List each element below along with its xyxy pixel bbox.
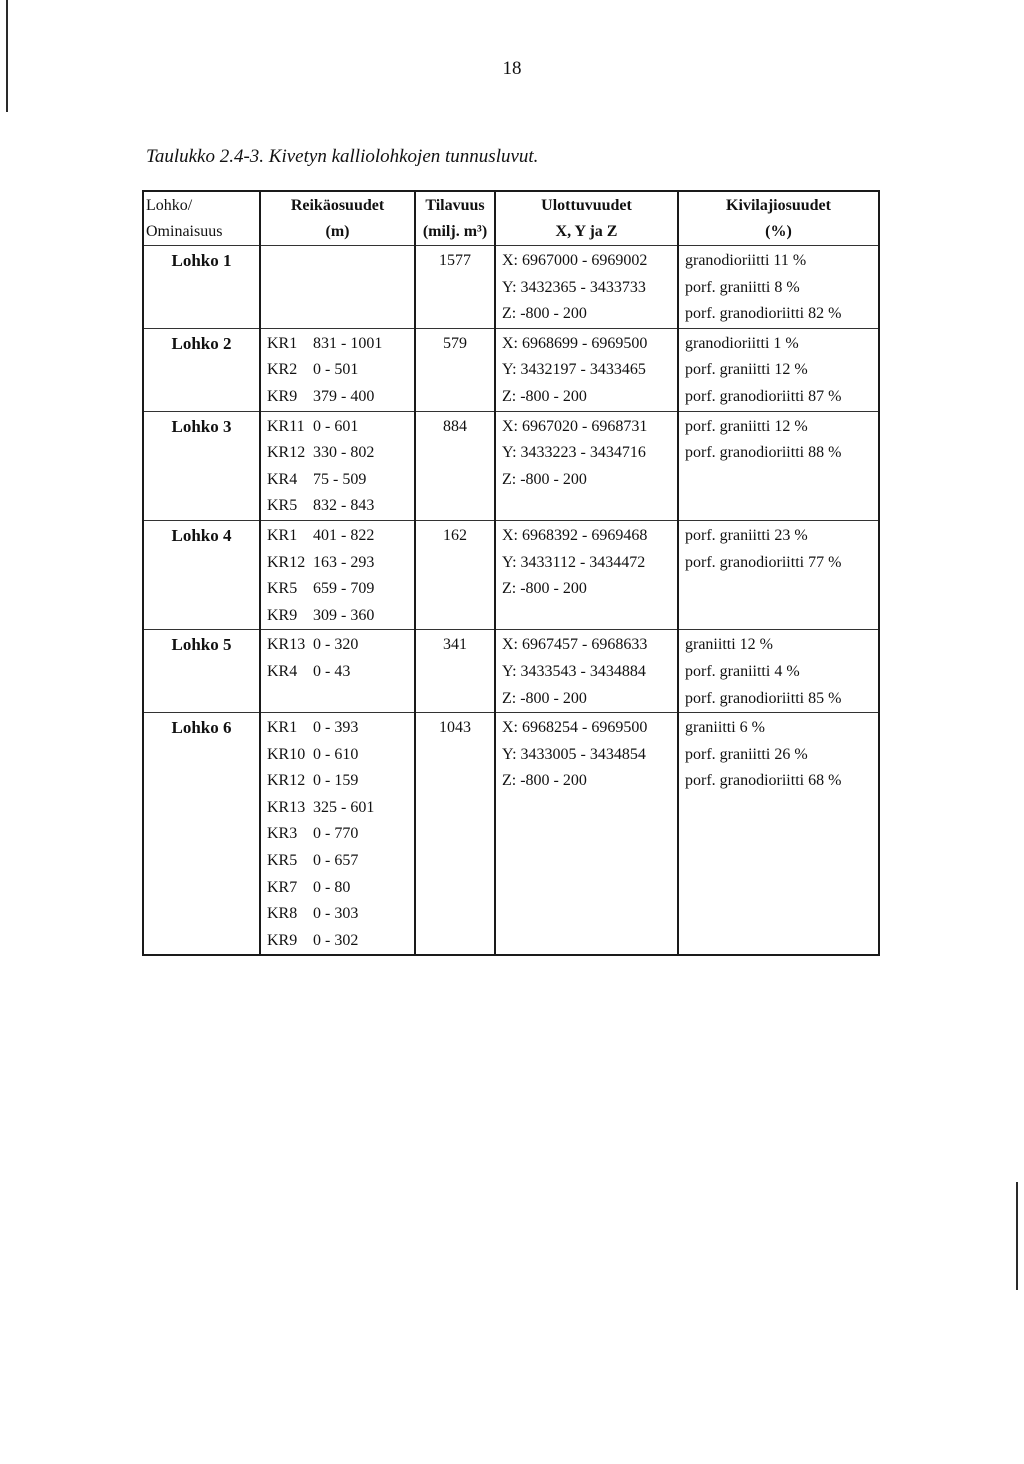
rock-type-share: porf. granodioriitti 88 % bbox=[685, 444, 842, 462]
drillhole-id: KR5 bbox=[267, 852, 298, 870]
volume-value: 341 bbox=[443, 636, 467, 654]
drillhole-id: KR13 bbox=[267, 636, 306, 654]
rock-type-share: porf. graniitti 23 % bbox=[685, 526, 808, 544]
drillhole-range: 163 - 293 bbox=[313, 553, 375, 571]
dimensions-cell bbox=[495, 520, 678, 629]
table-caption: Taulukko 2.4-3. Kivetyn kalliolohkojen tunnusluvut. bbox=[146, 146, 539, 167]
drillhole-range: 0 - 393 bbox=[313, 719, 359, 737]
header-reikaosuudet-line: Reikäosuudet bbox=[290, 197, 385, 214]
drillhole-range: 330 - 802 bbox=[313, 444, 375, 462]
drillhole-range: 0 - 770 bbox=[313, 825, 359, 843]
dimensions-cell bbox=[495, 411, 678, 520]
dimension-range: Y: 3432197 - 3433465 bbox=[502, 361, 646, 379]
drillhole-id: KR1 bbox=[267, 526, 298, 544]
drillhole-entry bbox=[267, 875, 414, 902]
drillhole-range: 0 - 80 bbox=[313, 878, 351, 896]
drillhole-entry bbox=[267, 901, 414, 928]
drillhole-range: 0 - 610 bbox=[313, 745, 359, 763]
rock-type-share: porf. granodioriitti 82 % bbox=[685, 305, 842, 323]
block-name-cell bbox=[143, 713, 260, 956]
drillhole-id: KR11 bbox=[267, 417, 305, 435]
header-reikaosuudet bbox=[260, 191, 415, 246]
volume-cell bbox=[415, 630, 495, 713]
volume-cell bbox=[415, 328, 495, 411]
table-header-row bbox=[143, 191, 879, 246]
drillhole-id: KR3 bbox=[267, 825, 298, 843]
header-ulottuvuudet-line: Ulottuvuudet bbox=[541, 197, 632, 214]
drillhole-range: 0 - 303 bbox=[313, 905, 359, 923]
table-body bbox=[143, 191, 879, 955]
table-row bbox=[143, 520, 879, 629]
dimension-range: X: 6968254 - 6969500 bbox=[502, 719, 648, 737]
drillhole-cell bbox=[260, 520, 415, 629]
drillhole-entry bbox=[267, 440, 414, 467]
drillhole-range: 659 - 709 bbox=[313, 580, 375, 598]
drillhole-range: 0 - 43 bbox=[313, 662, 351, 680]
dimension-range: Y: 3432365 - 3433733 bbox=[502, 278, 646, 296]
dimension-range: X: 6968699 - 6969500 bbox=[502, 334, 648, 352]
header-ulottuvuudet bbox=[495, 191, 678, 246]
drillhole-range: 0 - 601 bbox=[313, 417, 359, 435]
drillhole-entry bbox=[267, 659, 414, 686]
rock-type-share: graniitti 6 % bbox=[685, 719, 765, 737]
dimensions-cell bbox=[495, 246, 678, 329]
volume-value: 579 bbox=[443, 334, 467, 352]
header-lohko-line: Ominaisuus bbox=[146, 223, 223, 240]
table-row bbox=[143, 411, 879, 520]
drillhole-id: KR9 bbox=[267, 387, 298, 405]
drillhole-id: KR10 bbox=[267, 745, 306, 763]
drillhole-id: KR7 bbox=[267, 878, 298, 896]
drillhole-range: 0 - 320 bbox=[313, 636, 359, 654]
rock-type-share: granodioriitti 11 % bbox=[685, 252, 807, 269]
volume-cell bbox=[415, 246, 495, 329]
drillhole-range: 831 - 1001 bbox=[313, 334, 383, 352]
rock-types-cell bbox=[678, 411, 879, 520]
volume-value: 1043 bbox=[439, 719, 471, 737]
drillhole-entry bbox=[267, 795, 414, 822]
rock-block-table bbox=[142, 190, 880, 956]
block-name-cell bbox=[143, 328, 260, 411]
rock-type-share: granodioriitti 1 % bbox=[685, 334, 799, 352]
drillhole-entry bbox=[267, 630, 414, 659]
drillhole-entry bbox=[267, 821, 414, 848]
drillhole-entry bbox=[267, 928, 414, 955]
dimensions-cell bbox=[495, 328, 678, 411]
drillhole-cell bbox=[260, 713, 415, 956]
volume-value: 162 bbox=[443, 526, 467, 544]
volume-value: 1577 bbox=[439, 252, 471, 269]
drillhole-id: KR2 bbox=[267, 361, 298, 379]
rock-type-share: porf. granodioriitti 85 % bbox=[685, 689, 842, 707]
rock-type-share: porf. granodioriitti 77 % bbox=[685, 553, 842, 571]
dimension-range: Z: -800 - 200 bbox=[502, 387, 587, 405]
block-name: Lohko 6 bbox=[171, 718, 232, 738]
drillhole-entry bbox=[267, 412, 414, 441]
drillhole-id: KR4 bbox=[267, 662, 298, 680]
rock-type-share: porf. graniitti 26 % bbox=[685, 745, 808, 763]
volume-cell bbox=[415, 713, 495, 956]
rock-type-share: graniitti 12 % bbox=[685, 636, 773, 654]
drillhole-range: 0 - 302 bbox=[313, 931, 359, 949]
drillhole-cell bbox=[260, 328, 415, 411]
table-row bbox=[143, 713, 879, 956]
scan-edge-left bbox=[6, 0, 8, 112]
drillhole-range: 0 - 159 bbox=[313, 772, 359, 790]
block-name: Lohko 4 bbox=[171, 525, 232, 545]
dimension-range: Z: -800 - 200 bbox=[502, 772, 587, 790]
drillhole-id: KR4 bbox=[267, 470, 298, 488]
drillhole-id: KR12 bbox=[267, 444, 306, 462]
dimension-range: Z: -800 - 200 bbox=[502, 580, 587, 598]
drillhole-entry bbox=[267, 357, 414, 384]
drillhole-entry bbox=[267, 848, 414, 875]
drillhole-cell bbox=[260, 630, 415, 713]
rock-type-share: porf. graniitti 12 % bbox=[685, 417, 808, 435]
header-tilavuus-line: Tilavuus bbox=[425, 197, 485, 214]
drillhole-entry bbox=[267, 521, 414, 550]
rock-types-cell bbox=[678, 246, 879, 329]
header-tilavuus-line: (milj. m³) bbox=[422, 223, 488, 240]
dimension-range: Y: 3433112 - 3434472 bbox=[502, 553, 646, 571]
drillhole-entry bbox=[267, 384, 414, 411]
block-name: Lohko 3 bbox=[171, 416, 232, 436]
scan-edge-right bbox=[1016, 1182, 1018, 1290]
dimensions-cell bbox=[495, 630, 678, 713]
dimension-range: X: 6967457 - 6968633 bbox=[502, 636, 648, 654]
drillhole-id: KR9 bbox=[267, 606, 298, 624]
drillhole-range: 0 - 501 bbox=[313, 361, 359, 379]
rock-type-share: porf. graniitti 12 % bbox=[685, 361, 808, 379]
dimension-range: Z: -800 - 200 bbox=[502, 305, 587, 323]
rock-type-share: porf. graniitti 4 % bbox=[685, 662, 800, 680]
table-row bbox=[143, 246, 879, 329]
dimension-range: Z: -800 - 200 bbox=[502, 689, 587, 707]
volume-cell bbox=[415, 520, 495, 629]
header-lohko-line: Lohko/ bbox=[146, 197, 193, 214]
drillhole-entry bbox=[267, 603, 414, 630]
table-row bbox=[143, 630, 879, 713]
header-kivilajiosuudet-line: (%) bbox=[765, 223, 792, 240]
drillhole-range: 379 - 400 bbox=[313, 387, 375, 405]
drillhole-range: 309 - 360 bbox=[313, 606, 375, 624]
drillhole-range: 325 - 601 bbox=[313, 798, 375, 816]
rock-type-share: porf. granodioriitti 87 % bbox=[685, 387, 842, 405]
header-kivilajiosuudet-line: Kivilajiosuudet bbox=[726, 197, 831, 214]
drillhole-entry bbox=[267, 550, 414, 577]
drillhole-id: KR9 bbox=[267, 931, 298, 949]
drillhole-cell bbox=[260, 246, 415, 329]
rock-type-share: porf. granodioriitti 68 % bbox=[685, 772, 842, 790]
dimension-range: X: 6967020 - 6968731 bbox=[502, 417, 648, 435]
header-ulottuvuudet-line: X, Y ja Z bbox=[555, 223, 618, 240]
drillhole-id: KR8 bbox=[267, 905, 298, 923]
block-name-cell bbox=[143, 246, 260, 329]
dimensions-cell bbox=[495, 713, 678, 956]
dimension-range: Y: 3433223 - 3434716 bbox=[502, 444, 646, 462]
drillhole-range: 0 - 657 bbox=[313, 852, 359, 870]
block-name-cell bbox=[143, 520, 260, 629]
block-name-cell bbox=[143, 630, 260, 713]
drillhole-entry bbox=[267, 742, 414, 769]
block-name: Lohko 1 bbox=[171, 251, 232, 270]
drillhole-cell bbox=[260, 411, 415, 520]
volume-cell bbox=[415, 411, 495, 520]
header-tilavuus bbox=[415, 191, 495, 246]
drillhole-range: 401 - 822 bbox=[313, 526, 375, 544]
page-number: 18 bbox=[502, 58, 522, 79]
header-reikaosuudet-line: (m) bbox=[325, 223, 350, 240]
drillhole-entry bbox=[267, 467, 414, 494]
dimension-range: Y: 3433005 - 3434854 bbox=[502, 745, 646, 763]
volume-value: 884 bbox=[443, 417, 467, 435]
drillhole-entry bbox=[267, 493, 414, 520]
rock-type-share: porf. graniitti 8 % bbox=[685, 278, 800, 296]
dimension-range: X: 6967000 - 6969002 bbox=[502, 252, 648, 269]
drillhole-range: 832 - 843 bbox=[313, 497, 375, 515]
drillhole-entry bbox=[267, 713, 414, 742]
rock-types-cell bbox=[678, 328, 879, 411]
header-kivilajiosuudet bbox=[678, 191, 879, 246]
block-name-cell bbox=[143, 411, 260, 520]
drillhole-id: KR5 bbox=[267, 497, 298, 515]
block-name: Lohko 2 bbox=[171, 333, 232, 353]
drillhole-id: KR5 bbox=[267, 580, 298, 598]
drillhole-id: KR1 bbox=[267, 719, 298, 737]
table-row bbox=[143, 328, 879, 411]
drillhole-range: 75 - 509 bbox=[313, 470, 367, 488]
drillhole-id: KR1 bbox=[267, 334, 298, 352]
drillhole-id: KR12 bbox=[267, 553, 306, 571]
drillhole-id: KR12 bbox=[267, 772, 306, 790]
rock-types-cell bbox=[678, 630, 879, 713]
dimension-range: X: 6968392 - 6969468 bbox=[502, 526, 648, 544]
rock-types-cell bbox=[678, 520, 879, 629]
drillhole-id: KR13 bbox=[267, 798, 306, 816]
drillhole-entry bbox=[267, 329, 414, 358]
header-lohko bbox=[143, 191, 260, 246]
dimension-range: Z: -800 - 200 bbox=[502, 470, 587, 488]
drillhole-entry bbox=[267, 768, 414, 795]
rock-types-cell bbox=[678, 713, 879, 956]
drillhole-entry bbox=[267, 576, 414, 603]
block-name: Lohko 5 bbox=[171, 635, 232, 655]
dimension-range: Y: 3433543 - 3434884 bbox=[502, 662, 646, 680]
